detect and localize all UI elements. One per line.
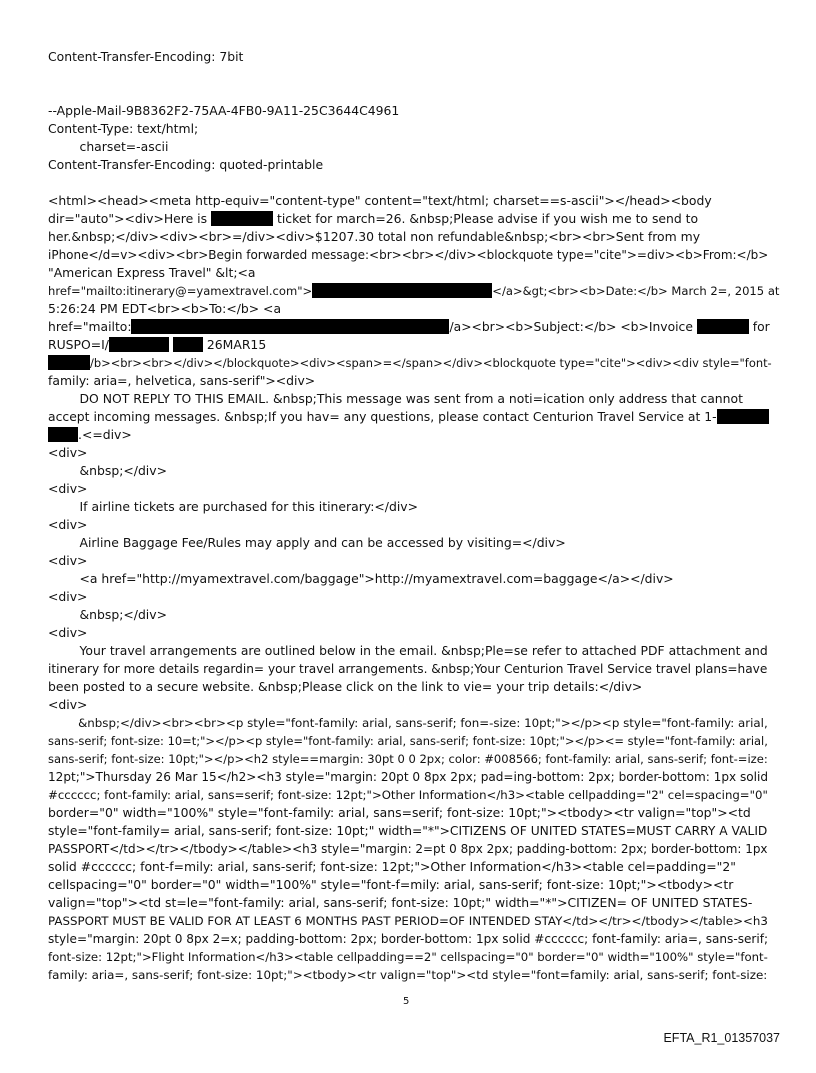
redaction-box xyxy=(211,211,273,226)
text-fragment: /b><br><br></div></blockquote><div><span>=</span></div><blockquote type="cite"><div><div style="font- xyxy=(90,356,772,370)
header-line: charset=-ascii xyxy=(48,139,169,154)
header-line: Content-Transfer-Encoding: quoted-printable xyxy=(48,157,324,172)
text-fragment: href="mailto: xyxy=(48,320,132,334)
bates-number: EFTA_R1_01357037 xyxy=(663,1031,780,1045)
body-line: PASSPORT MUST BE VALID FOR AT LEAST 6 MONTHS PAST PERIOD=OF INTENDED STAY</td></tr></tbody></table><h3 xyxy=(48,914,768,928)
body-line: PASSPORT</td></tr></tbody></table><h3 style="margin: 2=pt 0 8px 2px; padding-bottom: 2px; border-bottom: 1px xyxy=(48,842,768,856)
body-line: itinerary for more details regardin= your travel arrangements. &nbsp;Your Centurion Travel Service travel plans=have xyxy=(48,662,768,676)
body-line: "American Express Travel" &lt;<a xyxy=(48,265,256,280)
body-line: sans-serif; font-size: 10pt;"></p><h2 style==margin: 30pt 0 0 2px; color: #008566; font-family: arial, sans-serif; font-=ize: xyxy=(48,752,768,766)
redaction-box xyxy=(697,319,749,334)
body-line xyxy=(48,318,770,336)
body-line xyxy=(48,354,772,372)
body-line: style="margin: 20pt 0 8px 2=x; padding-bottom: 2px; border-bottom: 1px solid #cccccc; font-family: aria=, sans-serif; xyxy=(48,932,769,946)
body-line: <div> xyxy=(48,445,88,460)
body-line: family: aria=, helvetica, sans-serif"><div> xyxy=(48,373,316,388)
body-line: #cccccc; font-family: arial, sans=serif; font-size: 12pt;">Other Information</h3><table cellpadding="2" cel=spacing="0" xyxy=(48,788,768,802)
body-line xyxy=(48,282,779,300)
body-line: valign="top"><td st=le="font-family: arial, sans-serif; font-size: 10pt;" width="*">CITIZEN= OF UNITED STATES- xyxy=(48,895,753,910)
text-fragment: /a><br><b>Subject:</b> <b>Invoice xyxy=(449,320,693,334)
header-line: Content-Type: text/html; xyxy=(48,121,199,136)
text-fragment: for xyxy=(752,320,770,334)
body-line: Airline Baggage Fee/Rules may apply and can be accessed by visiting=</div> xyxy=(48,535,566,550)
body-line: &nbsp;</div> xyxy=(48,463,167,478)
body-line: DO NOT REPLY TO THIS EMAIL. &nbsp;This message was sent from a noti=ication only address that cannot xyxy=(48,391,743,406)
body-line: <div> xyxy=(48,481,88,496)
text-fragment: dir="auto"><div>Here is xyxy=(48,211,208,226)
body-line xyxy=(48,336,266,354)
text-fragment: 26MAR15 xyxy=(206,337,267,352)
body-line: her.&nbsp;</div><div><br>=/div><div>$1207.30 total non refundable&nbsp;<br><br>Sent from my xyxy=(48,229,701,244)
body-line: <div> xyxy=(48,625,88,640)
body-line: border="0" width="100%" style="font-family: arial, sans=serif; font-size: 10pt;"><tbody><tr valign="top"><td xyxy=(48,805,751,820)
redaction-box xyxy=(717,409,769,424)
body-line xyxy=(48,210,698,228)
body-line: <div> xyxy=(48,517,88,532)
body-line: solid #cccccc; font-f=mily: arial, sans-serif; font-size: 12pt;">Other Information</h3><table cel=padding="2" xyxy=(48,859,736,874)
body-line: <div> xyxy=(48,697,88,712)
body-line: been posted to a secure website. &nbsp;Please click on the link to vie= your trip details:</div> xyxy=(48,679,643,694)
body-line xyxy=(48,426,132,444)
redaction-box xyxy=(109,337,169,352)
body-line: style="font-family= arial, sans-serif; font-size: 10pt;" width="*">CITIZENS OF UNITED STATES=MUST CARRY A VALID xyxy=(48,824,768,838)
body-line: <div> xyxy=(48,589,88,604)
body-line: iPhone</d=v><div><br>Begin forwarded message:<br><br></div><blockquote type="cite">=div><b>From:</b> xyxy=(48,248,769,262)
text-fragment: .<=div> xyxy=(78,427,132,442)
text-fragment: accept incoming messages. &nbsp;If you hav= any questions, please contact Centurion Travel Service at 1- xyxy=(48,410,717,424)
header-line: --Apple-Mail-9B8362F2-75AA-4FB0-9A11-25C3644C4961 xyxy=(48,103,400,118)
redaction-box xyxy=(173,337,203,352)
body-line: 12pt;">Thursday 26 Mar 15</h2><h3 style="margin: 20pt 0 8px 2px; pad=ing-bottom: 2px; border-bottom: 1px solid xyxy=(48,770,769,784)
redaction-box xyxy=(48,427,78,442)
text-fragment: href="mailto:itinerary@=yamextravel.com"> xyxy=(48,284,313,298)
page-number: 5 xyxy=(403,996,410,1007)
header-line: Content-Transfer-Encoding: 7bit xyxy=(48,49,244,64)
redaction-box xyxy=(312,283,492,298)
redaction-box xyxy=(131,319,449,334)
body-line: family: aria=, sans-serif; font-size: 10pt;"><tbody><tr valign="top"><td style="font=family: arial, sans-serif; font-size: xyxy=(48,968,768,982)
body-line: <div> xyxy=(48,553,88,568)
body-line: <a href="http://myamextravel.com/baggage">http://myamextravel.com=baggage</a></div> xyxy=(48,571,674,586)
body-line: <html><head><meta http-equiv="content-type" content="text/html; charset==s-ascii"></head><body xyxy=(48,193,712,208)
text-fragment: RUSPO=I/ xyxy=(48,337,109,352)
redaction-box xyxy=(48,355,90,370)
body-line: 5:26:24 PM EDT<br><b>To:</b> <a xyxy=(48,301,282,316)
body-line xyxy=(48,408,769,426)
text-fragment: ticket for march=26. &nbsp;Please advise if you wish me to send to xyxy=(273,211,699,226)
body-line: cellspacing="0" border="0" width="100%" style="font-f=mily: arial, sans-serif; font-size: 10pt;"><tbody><tr xyxy=(48,877,734,892)
body-line: &nbsp;</div> xyxy=(48,607,167,622)
body-line: If airline tickets are purchased for this itinerary:</div> xyxy=(48,499,418,514)
body-line: font-size: 12pt;">Flight Information</h3><table cellpadding==2" cellspacing="0" border="0" width="100%" style="font- xyxy=(48,950,768,964)
body-line: sans-serif; font-size: 10=t;"></p><p style="font-family: arial, sans-serif; font-size: 10pt;"></p><= style="font-family: arial, xyxy=(48,734,768,748)
text-fragment: </a>&gt;<br><b>Date:</b> March 2=, 2015 at xyxy=(492,284,780,298)
body-line: Your travel arrangements are outlined below in the email. &nbsp;Ple=se refer to attached PDF attachment and xyxy=(48,644,768,658)
body-line: &nbsp;</div><br><br><p style="font-family: arial, sans-serif; fon=-size: 10pt;"></p><p style="font-family: arial, xyxy=(48,716,768,730)
